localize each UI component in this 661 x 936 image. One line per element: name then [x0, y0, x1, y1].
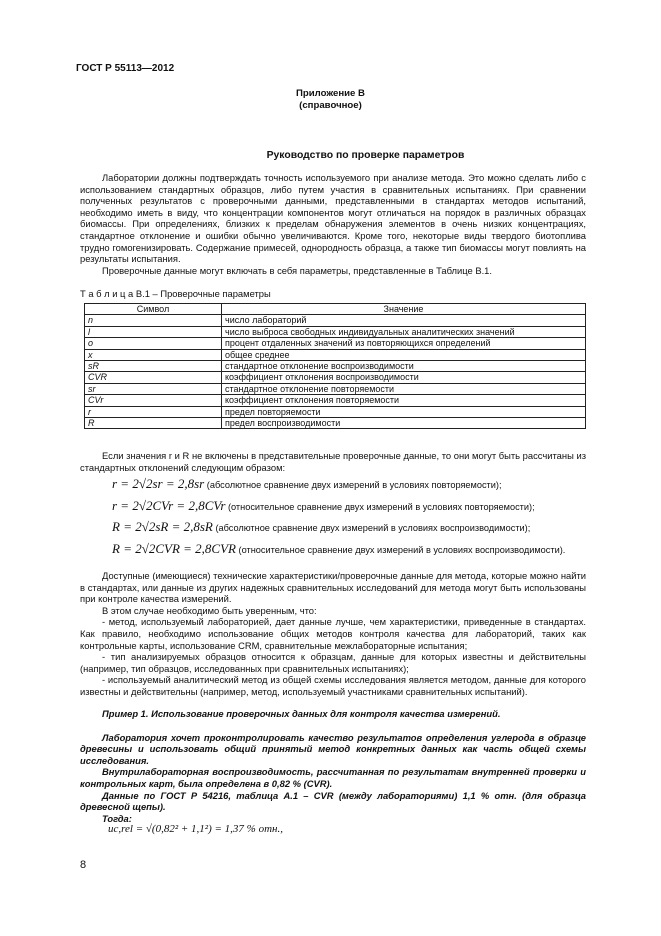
table-cell-symbol: r: [85, 406, 222, 417]
example-then: Тогда:: [102, 812, 132, 824]
table-cell-meaning: число лабораторий: [222, 315, 586, 326]
formula-note: (относительное сравнение двух измерений в условиях воспроизводимости).: [238, 545, 566, 555]
table-header-meaning: Значение: [222, 304, 586, 315]
table-cell-meaning: стандартное отклонение повторяемости: [222, 383, 586, 394]
table-cell-meaning: число выброса свободных индивидуальных аналитических значений: [222, 326, 586, 337]
table-row: [85, 383, 586, 394]
intro-paragraph-1: Лаборатории должны подтверждать точность используемого при анализе метода. Это можно сделать либо с использованием стандартных образцов, либо путем участия в сравнительных испытаниях. При сравнении полученных результатов с проверочными данными, представленными в стандартах методов испытаний, необходимо иметь в виду, что концентрации компонентов могут отличаться на порядок в различных образцах биомассы. При определениях, близких к пределам обнаружения элементов в очень низких концентрациях, стандартное отклонение и ошибки обычно увеличиваются. Кроме того, некоторые виды твердого биотоплива трудно гомогенизировать. Содержание примесей, однородность образца, а также тип биомассы могут повлиять на результаты испытания.: [80, 172, 586, 265]
table-cell-meaning: предел повторяемости: [222, 406, 586, 417]
body-bullet-3: - используемый аналитический метод из общей схемы исследования является методом, данные для которого известны и действительны (например, метод, используемый участниками сравнительных испытаний).: [80, 674, 586, 697]
page-number: 8: [80, 859, 87, 871]
document-header: ГОСТ Р 55113—2012: [76, 63, 175, 74]
formula-expression: R = 2√2sR = 2,8sR: [112, 519, 213, 534]
table-cell-meaning: коэффициент отклонения повторяемости: [222, 395, 586, 406]
example-title: Пример 1. Использование проверочных данных для контроля качества измерений.: [102, 708, 501, 719]
formula-expression: r = 2√2CVr = 2,8CVr: [112, 498, 226, 513]
appendix-heading: [0, 88, 661, 112]
parameters-table: [84, 303, 586, 429]
appendix-subtitle: (справочное): [299, 100, 362, 111]
table-cell-symbol: CVR: [85, 372, 222, 383]
table-row: [85, 326, 586, 337]
body-bullet-1: - метод, используемый лабораторией, дает данные лучше, чем характеристики, приведенные в стандартах. Как правило, необходимо использование общих методов контроля качества для лабораторий, таких как контрольные карты, использование CRM, сравнительные межлабораторные испытания;: [80, 616, 586, 651]
table-row: [85, 349, 586, 360]
formula-note: (абсолютное сравнение двух измерений в условиях повторяемости);: [206, 480, 502, 490]
table-cell-meaning: общее среднее: [222, 349, 586, 360]
after-table-text: [80, 450, 586, 473]
table-row: [85, 395, 586, 406]
after-table-paragraph: Если значения r и R не включены в представительные проверочные данные, то они могут быть рассчитаны из стандартных отклонений следующим образом:: [80, 450, 586, 473]
table-cell-symbol: l: [85, 326, 222, 337]
example-section: [80, 708, 586, 824]
table-cell-symbol: x: [85, 349, 222, 360]
table-cell-symbol: n: [85, 315, 222, 326]
intro-paragraph-2: Проверочные данные могут включать в себя параметры, представленные в Таблице В.1.: [102, 264, 492, 276]
table-cell-symbol: o: [85, 338, 222, 349]
formula-expression: R = 2√2CVR = 2,8CVR: [112, 541, 236, 556]
intro-text: [80, 172, 586, 276]
body-text: [80, 570, 586, 698]
formula-expression: r = 2√2sr = 2,8sr: [112, 476, 205, 491]
table-cell-symbol: CVr: [85, 395, 222, 406]
table-row: [85, 361, 586, 372]
table-cell-meaning: коэффициент отклонения воспроизводимости: [222, 372, 586, 383]
body-bullet-2: - тип анализируемых образцов относится к образцам, данные для которых известны и действительны (например, тип образцов, исследованных при сравнительных испытаниях);: [80, 651, 586, 674]
table-caption: Т а б л и ц а В.1 – Проверочные параметры: [80, 288, 271, 299]
table-row: [85, 372, 586, 383]
table-header-symbol: Символ: [85, 304, 222, 315]
section-title: Руководство по проверке параметров: [266, 150, 465, 161]
appendix-title: Приложение В: [296, 88, 365, 99]
example-paragraph-3: Данные по ГОСТ Р 54216, таблица А.1 – CVR (между лабораториями) 1,1 % отн. (для образца древесной щепы).: [80, 789, 586, 813]
body-paragraph-2: В этом случае необходимо быть уверенным, что:: [102, 604, 317, 616]
uncertainty-expression: uc,rel = √(0,82² + 1,1²) = 1,37 % отн.,: [108, 823, 283, 835]
uncertainty-formula: [108, 823, 283, 835]
formula-line: [112, 541, 565, 557]
table-cell-symbol: sR: [85, 361, 222, 372]
table-cell-meaning: предел воспроизводимости: [222, 418, 586, 429]
body-paragraph-1: Доступные (имеющиеся) технические характеристики/проверочные данные для метода, которые можно найти в стандартах, или данные из других надежных сравнительных исследований для метода могут быть использованы при контроле качества измерений.: [80, 570, 586, 605]
formula-note: (относительное сравнение двух измерений в условиях повторяемости);: [227, 502, 535, 512]
table-row: [85, 418, 586, 429]
formula-line: [112, 498, 535, 514]
example-paragraph-1: Лаборатория хочет проконтролировать качество результатов определения углерода в образце древесины и использовать общий принятый метод конкретных данных как часть общей схемы исследования.: [80, 731, 586, 766]
formula-line: [112, 476, 502, 492]
table-row: [85, 338, 586, 349]
table-row: [85, 406, 586, 417]
formula-note: (абсолютное сравнение двух измерений в условиях воспроизводимости);: [215, 523, 531, 533]
table-cell-meaning: стандартное отклонение воспроизводимости: [222, 361, 586, 372]
example-paragraph-2: Внутрилабораторная воспроизводимость, рассчитанная по результатам внутренней проверки и контрольных карт, была определена в 0,82 % (CVR).: [80, 766, 586, 789]
table-cell-symbol: R: [85, 418, 222, 429]
formula-line: [112, 519, 530, 535]
table-cell-symbol: sr: [85, 383, 222, 394]
table-cell-meaning: процент отдаленных значений из повторяющихся определений: [222, 338, 586, 349]
table-row: [85, 315, 586, 326]
table-header-row: [85, 304, 586, 315]
